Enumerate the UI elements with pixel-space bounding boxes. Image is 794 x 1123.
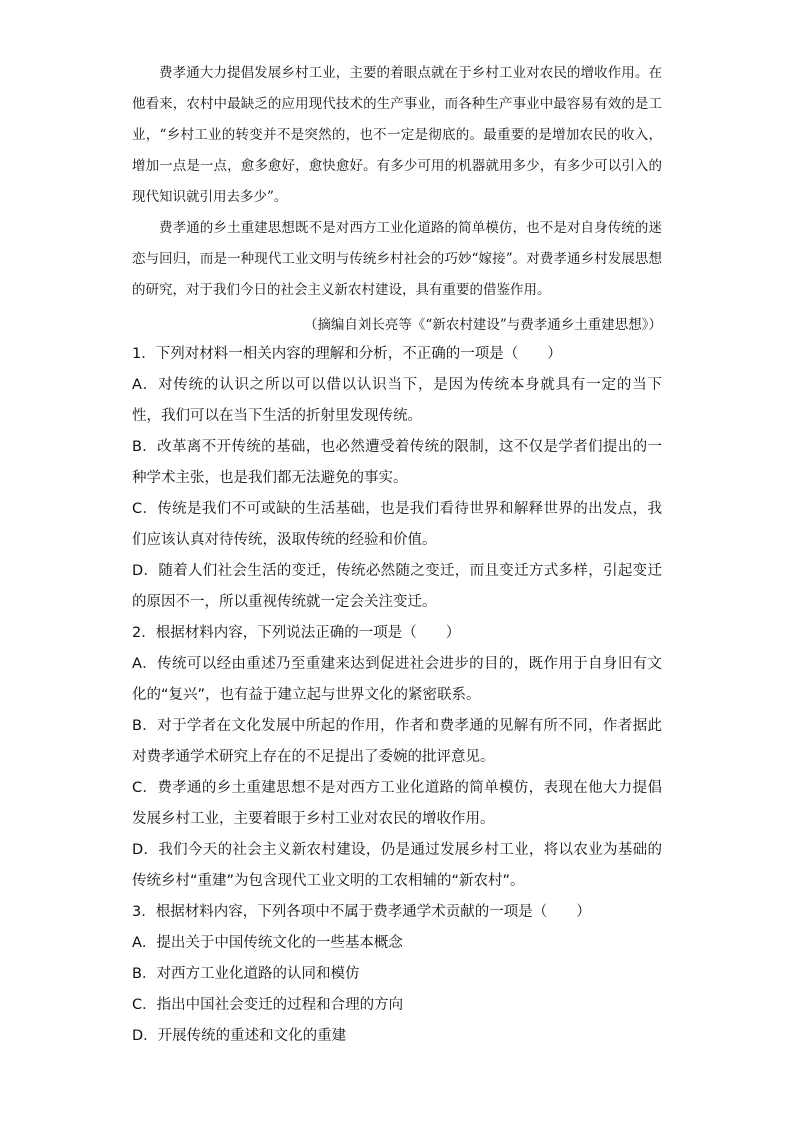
question-2-option-c: C．费孝通的乡土重建思想不是对西方工业化道路的简单模仿，表现在他大力提倡发展乡村工业，主要着眼于乡村工业对农民的增收作用。 <box>132 780 662 827</box>
question-3-option-c: C．指出中国社会变迁的过程和合理的方向 <box>132 997 404 1013</box>
question-2-option-a: A．传统可以经由重述乃至重建来达到促进社会进步的目的，既作用于自身旧有文化的“复兴”，也有益于建立起与世界文化的紧密联系。 <box>132 656 662 703</box>
question-2-stem: 2．根据材料内容，下列说法正确的一项是（ ） <box>132 625 461 641</box>
question-1-option-c: C．传统是我们不可或缺的生活基础，也是我们看待世界和解释世界的出发点，我们应该认真对待传统，汲取传统的经验和价值。 <box>132 501 662 548</box>
question-1-stem: 1．下列对材料一相关内容的理解和分析，不正确的一项是（ ） <box>132 346 562 362</box>
question-3-option-d: D．开展传统的重述和文化的重建 <box>132 1028 347 1044</box>
passage-paragraph-1: 费孝通大力提倡发展乡村工业，主要的着眼点就在于乡村工业对农民的增收作用。在他看来，农村中最缺乏的应用现代技术的生产事业，而各种生产事业中最容易有效的是工业，“乡村工业的转变并不是突然的，也不一定是彻底的。最重要的是增加农民的收入，增加一点是一点，愈多愈好，愈快愈好。有多少可用的机器就用多少，有多少可以引入的现代知识就引用去多少”。 <box>132 65 662 205</box>
question-3-option-a: A．提出关于中国传统文化的一些基本概念 <box>132 935 403 951</box>
question-1-option-a: A．对传统的认识之所以可以借以认识当下，是因为传统本身就具有一定的当下性，我们可以在当下生活的折射里发现传统。 <box>132 377 662 424</box>
question-2-option-d: D．我们今天的社会主义新农村建设，仍是通过发展乡村工业，将以农业为基础的传统乡村“重建”为包含现代工业文明的工农相辅的“新农村”。 <box>132 842 662 889</box>
question-1-option-d: D．随着人们社会生活的变迁，传统必然随之变迁，而且变迁方式多样，引起变迁的原因不一，所以重视传统就一定会关注变迁。 <box>132 563 662 610</box>
question-3-stem: 3．根据材料内容，下列各项中不属于费孝通学术贡献的一项是（ ） <box>132 904 591 920</box>
passage-paragraph-2: 费孝通的乡土重建思想既不是对西方工业化道路的简单模仿，也不是对自身传统的迷恋与回归，而是一种现代工业文明与传统乡村社会的巧妙“嫁接”。对费孝通乡村发展思想的研究，对于我们今日的社会主义新农村建设，具有重要的借鉴作用。 <box>132 220 662 298</box>
question-3-option-b: B．对西方工业化道路的认同和模仿 <box>132 966 360 982</box>
question-2-option-b: B．对于学者在文化发展中所起的作用，作者和费孝通的见解有所不同，作者据此对费孝通学术研究上存在的不足提出了委婉的批评意见。 <box>132 718 662 765</box>
passage-source: （摘编自刘长亮等《“新农村建设”与费孝通乡土重建思想》） <box>303 317 662 333</box>
question-1-option-b: B．改革离不开传统的基础，也必然遭受着传统的限制，这不仅是学者们提出的一种学术主张，也是我们都无法避免的事实。 <box>132 439 662 486</box>
